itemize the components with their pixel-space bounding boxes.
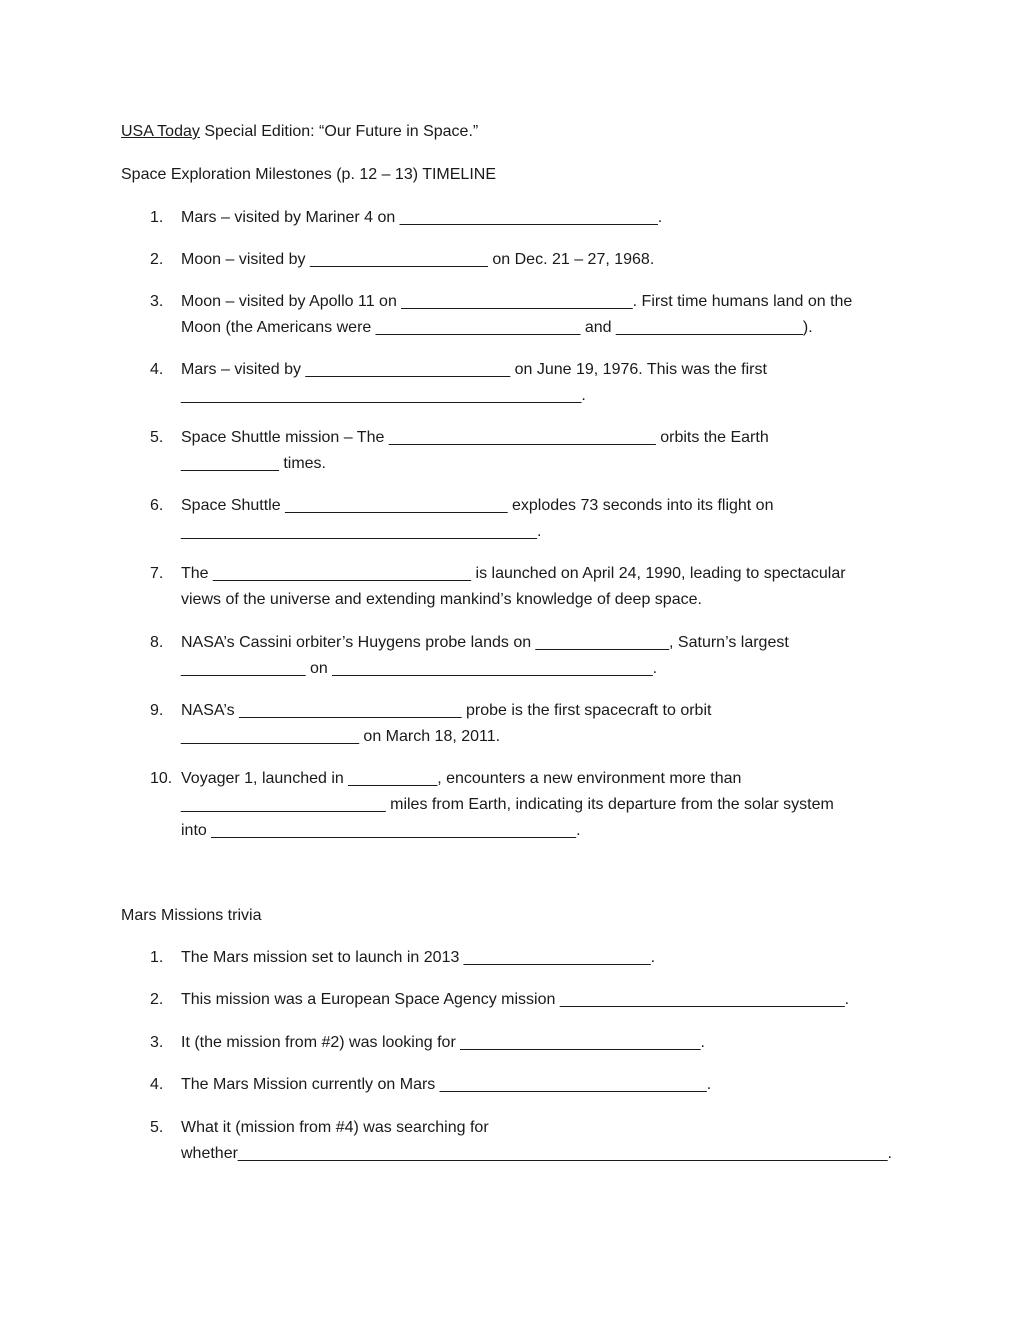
timeline-item-6	[150, 496, 910, 545]
timeline-heading: Space Exploration Milestones (p. 12 – 13) TIMELINE	[121, 166, 496, 183]
item-text: Moon – visited by Apollo 11 on __________________________. First time humans land on the Moon (the Americans were _______________________ and _____________________).	[181, 293, 853, 336]
item-number: 2.	[150, 991, 164, 1008]
item-number: 2.	[150, 251, 164, 268]
trivia-item-3	[150, 1033, 910, 1056]
item-number: 9.	[150, 702, 164, 719]
item-text: It (the mission from #2) was looking for ___________________________.	[181, 1034, 705, 1051]
item-text: NASA’s Cassini orbiter’s Huygens probe lands on _______________, Saturn’s largest ______________ on ____________________________________.	[181, 634, 789, 677]
item-text: Space Shuttle _________________________ explodes 73 seconds into its flight on ________________________________________.	[181, 497, 774, 540]
trivia-item-4	[150, 1075, 910, 1098]
item-number: 10.	[150, 770, 173, 787]
item-number: 8.	[150, 634, 164, 651]
trivia-item-2	[150, 990, 910, 1013]
item-text: Voyager 1, launched in __________, encounters a new environment more than _______________________ miles from Earth, indicating its departure from the solar system into _________________________________________.	[181, 770, 834, 839]
timeline-item-8	[150, 633, 910, 682]
item-text: Space Shuttle mission – The ______________________________ orbits the Earth ___________ times.	[181, 429, 769, 472]
item-number: 5.	[150, 1119, 164, 1136]
item-number: 6.	[150, 497, 164, 514]
item-text: Mars – visited by Mariner 4 on _____________________________.	[181, 209, 663, 226]
item-text: This mission was a European Space Agency mission ________________________________.	[181, 991, 850, 1008]
item-text: The _____________________________ is launched on April 24, 1990, leading to spectacular views of the universe and extending mankind’s knowledge of deep space.	[181, 565, 846, 608]
item-number: 1.	[150, 949, 164, 966]
timeline-item-1	[150, 208, 910, 231]
trivia-item-5	[150, 1118, 910, 1167]
timeline-item-3	[150, 292, 910, 341]
item-text: What it (mission from #4) was searching for whether_________________________________________________________________________.	[181, 1119, 892, 1162]
item-text: NASA’s _________________________ probe is the first spacecraft to orbit ____________________ on March 18, 2011.	[181, 702, 712, 745]
item-number: 3.	[150, 1034, 164, 1051]
item-text: The Mars Mission currently on Mars ______________________________.	[181, 1076, 712, 1093]
page-title	[121, 122, 478, 142]
item-text: The Mars mission set to launch in 2013 _____________________.	[181, 949, 656, 966]
item-number: 5.	[150, 429, 164, 446]
timeline-item-10	[150, 769, 910, 844]
timeline-item-4	[150, 360, 910, 409]
item-text: Mars – visited by _______________________ on June 19, 1976. This was the first _____________________________________________.	[181, 361, 767, 404]
timeline-item-9	[150, 701, 910, 750]
trivia-item-1	[150, 948, 910, 971]
title-rest: Special Edition: “Our Future in Space.”	[199, 123, 479, 140]
timeline-item-2	[150, 250, 910, 273]
item-number: 1.	[150, 209, 164, 226]
mars-trivia-heading: Mars Missions trivia	[121, 907, 262, 924]
item-text: Moon – visited by ____________________ on Dec. 21 – 27, 1968.	[181, 251, 655, 268]
item-number: 4.	[150, 361, 164, 378]
timeline-item-5	[150, 428, 910, 477]
item-number: 7.	[150, 565, 164, 582]
item-number: 3.	[150, 293, 164, 310]
timeline-item-7	[150, 564, 910, 613]
item-number: 4.	[150, 1076, 164, 1093]
title-publication: USA Today	[121, 123, 200, 140]
